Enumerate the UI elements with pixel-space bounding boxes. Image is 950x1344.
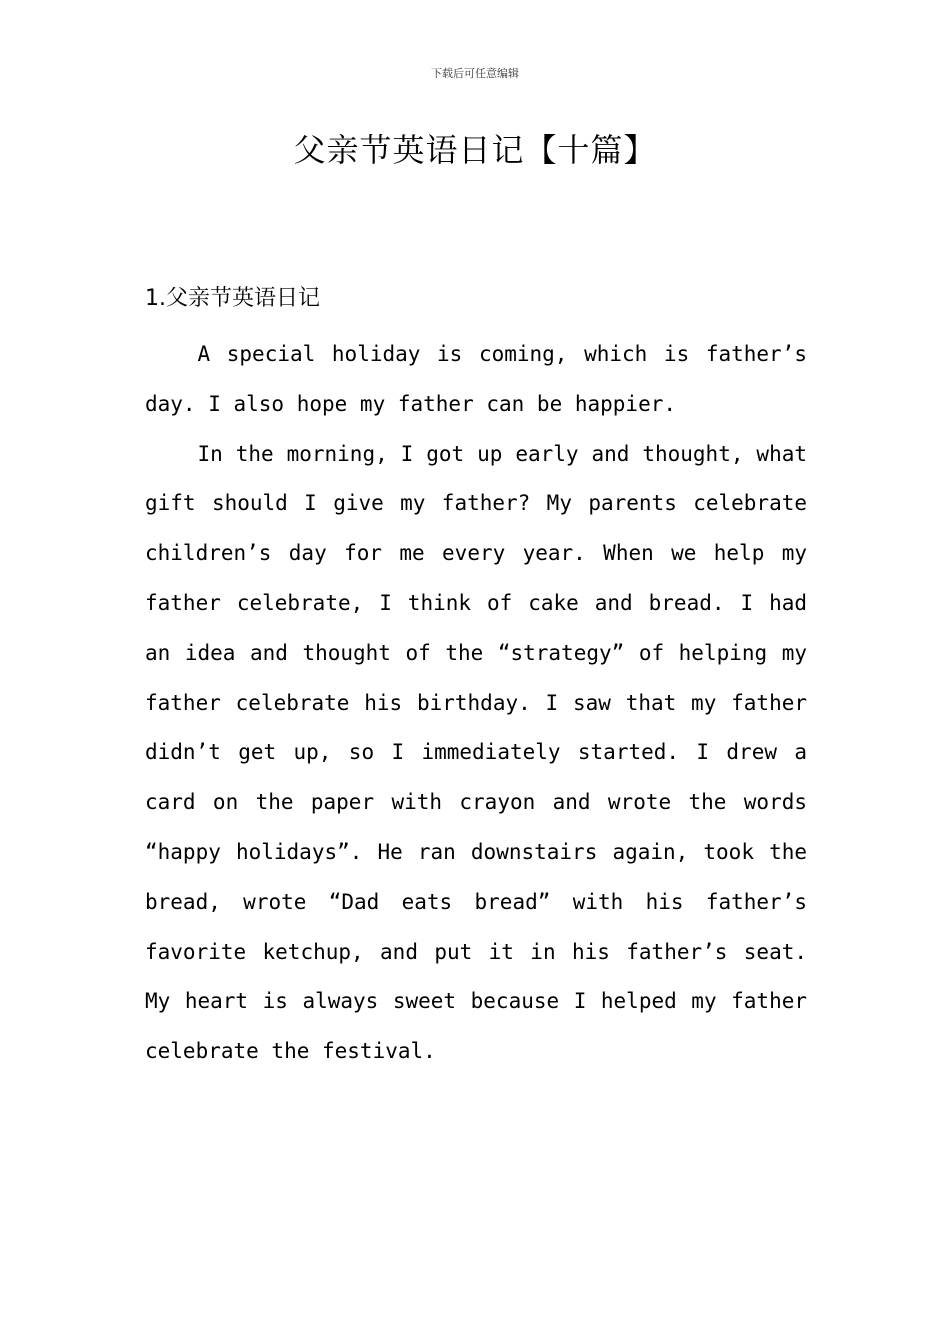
paragraph: A special holiday is coming, which is father’s day. I also hope my father can be happier.	[145, 342, 807, 416]
paragraph: In the morning, I got up early and thought, what gift should I give my father? My parents celebrate children’s day for me every year. When we help my father celebrate, I think of cake and bread. I had an idea and thought of the “strategy” of helping my father celebrate his birthday. I saw that my father didn’t get up, so I immediately started. I drew a card on the paper with crayon and wrote the words “happy holidays”. He ran downstairs again, took the bread, wrote “Dad eats bread” with his father’s favorite ketchup, and put it in his father’s seat. My heart is always sweet because I helped my father celebrate the festival.	[145, 441, 807, 1064]
header-note: 下载后可任意编辑	[431, 67, 519, 80]
section-heading: 1.父亲节英语日记	[145, 286, 320, 311]
document-title: 父亲节英语日记【十篇】	[293, 131, 657, 169]
section-body	[145, 330, 807, 1077]
